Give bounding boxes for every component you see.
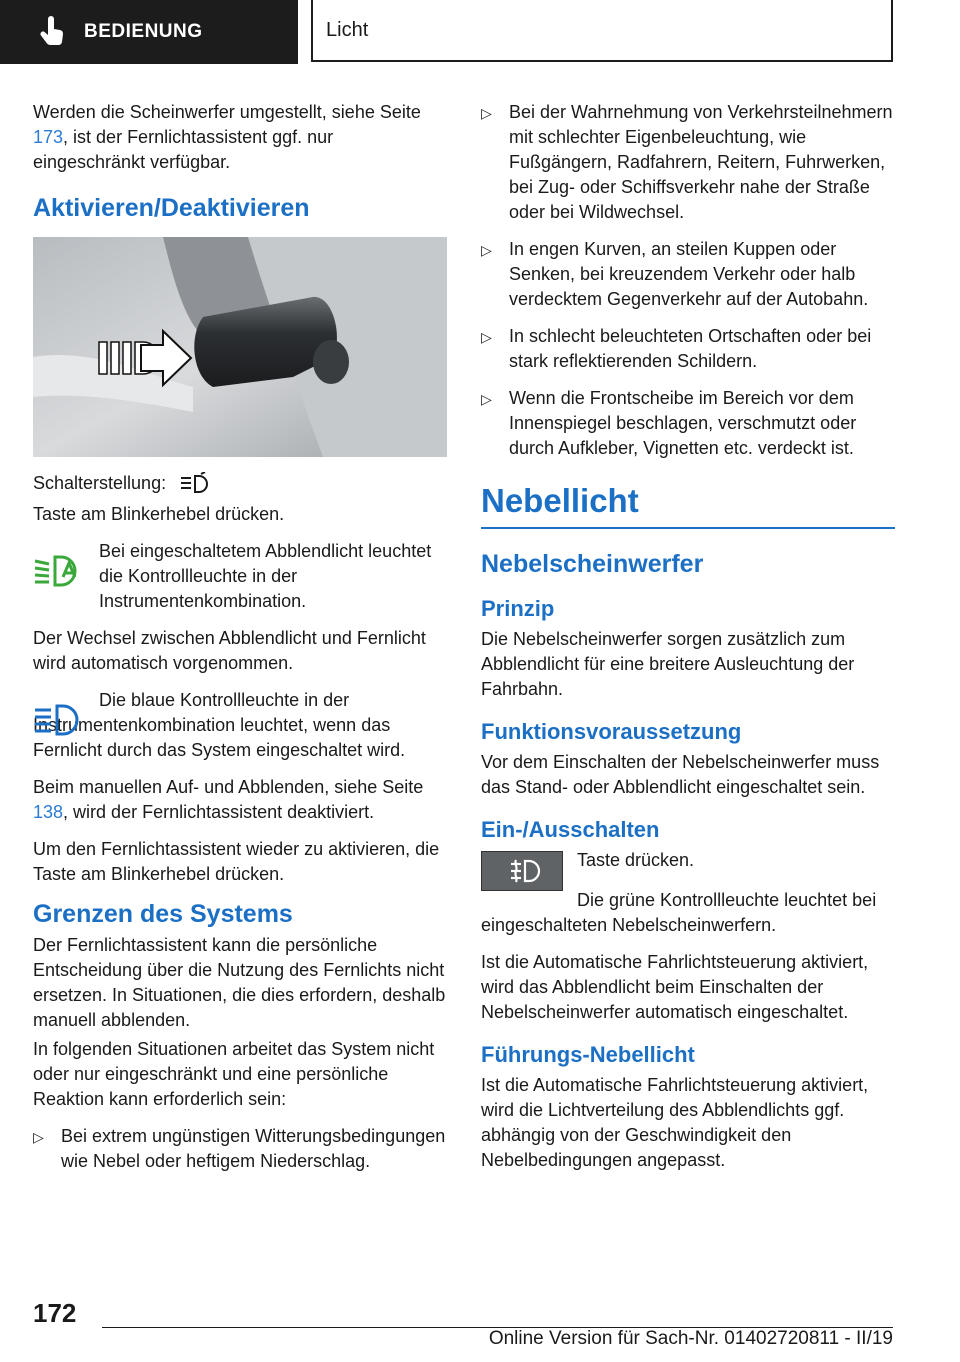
heading-system-limits: Grenzen des Systems [33, 900, 293, 929]
heading-requirement: Funktionsvoraussetzung [481, 719, 742, 744]
heading-fog-headlights: Nebelscheinwerfer [481, 550, 704, 578]
reactivate-text: Um den Fernlichtassistent wieder zu aktivieren, die Taste am Blinkerhebel drücken. [33, 839, 440, 885]
triangle-bullet-icon: ▷ [481, 329, 492, 345]
heading-principle: Prinzip [481, 596, 555, 621]
heading-activate: Aktivieren/Deaktivieren [33, 194, 310, 222]
section-title: BEDIENUNG [84, 21, 203, 42]
blue-indicator-note: Die blaue Kontrollleuchte in der Instrumentenkombination leuchtet, wenn das Fernlicht durch das System eingeschaltet wird. [33, 690, 406, 761]
heading-on-off: Ein-/Ausschalten [481, 817, 660, 842]
guide-text: Ist die Automatische Fahrlichtsteuerung aktiviert, wird die Lichtverteilung des Abblendlichts ggf. abhängig von der Geschwindigkeit den Nebelbedingungen angepasst. [481, 1075, 869, 1170]
triangle-bullet-icon: ▷ [33, 1129, 44, 1146]
turn-signal-lever-photo [33, 237, 447, 457]
manual-dimming-paragraph: Beim manuellen Auf- und Abblenden, siehe Seite 138, wird der Fernlichtassistent deaktiviert. [33, 777, 424, 823]
green-indicator-text: Die grüne Kontrollleuchte leuchtet bei eingeschalteten Nebelscheinwerfern. [481, 890, 877, 935]
heading-guide-fog-light: Führungs-Nebellicht [481, 1042, 695, 1067]
limits-paragraph-2: In folgenden Situationen arbeitet das System nicht oder nur eingeschränkt und eine persönliche Reaktion kann erforderlich sein: [33, 1039, 435, 1110]
requirement-text: Vor dem Einschalten der Nebelscheinwerfer muss das Stand- oder Abblendlicht eingeschaltet sein. [481, 752, 880, 797]
principle-text: Die Nebelscheinwerfer sorgen zusätzlich zum Abblendlicht für eine breitere Ausleuchtung der Fahrbahn. [481, 629, 855, 699]
intro-paragraph: Werden die Scheinwerfer umgestellt, siehe Seite 173, ist der Fernlichtassistent ggf. nur eingeschränkt verfügbar. [33, 102, 421, 172]
fog-light-button-icon [481, 851, 563, 891]
triangle-bullet-icon: ▷ [481, 242, 492, 258]
list-item: ▷ Bei extrem ungünstigen Witterungsbedingungen wie Nebel oder heftigem Niederschlag. [33, 1126, 446, 1172]
list-item: ▷ In schlecht beleuchteten Ortschaften oder bei stark reflektierenden Schildern. [481, 326, 872, 371]
hand-pointer-icon [36, 15, 70, 49]
auto-high-beam-switch-icon [179, 472, 209, 496]
switch-position-line: Schalterstellung: [33, 471, 447, 496]
press-lever-text: Taste am Blinkerhebel drücken. [33, 504, 285, 525]
auto-switch-text: Der Wechsel zwischen Abblendlicht und Fernlicht wird automatisch vorgenommen. [33, 628, 426, 674]
limits-paragraph-1: Der Fernlichtassistent kann die persönliche Entscheidung über die Nutzung des Fernlichts nicht ersetzen. In Situationen, die dies erfordern, deshalb manuell abblenden. [33, 935, 446, 1031]
green-auto-light-indicator-icon [33, 551, 79, 591]
footer-version: Online Version für Sach-Nr. 01402720811 - II/19 [488, 1328, 893, 1349]
list-item: ▷ Wenn die Frontscheibe im Bereich vor dem Innenspiegel beschlagen, verschmutzt oder durch Aufkleber, Vignetten etc. verdeckt ist. [481, 388, 857, 458]
left-column [33, 100, 447, 1186]
page-link-138[interactable]: 138 [33, 802, 64, 823]
blue-high-beam-indicator-icon [33, 700, 79, 740]
page-number: 172 [33, 1298, 77, 1328]
heading-divider [481, 527, 895, 529]
low-beam-indicator-note: Bei eingeschaltetem Abblendlicht leuchtet die Kontrollleuchte in der Instrumentenkombination. [33, 539, 447, 614]
chapter-tab [311, 0, 893, 62]
fog-button-instruction [481, 848, 895, 888]
heading-fog-light: Nebellicht [481, 482, 639, 519]
list-item: ▷ In engen Kurven, an steilen Kuppen oder Senken, bei kreuzendem Verkehr oder halb verdecktem Gegenverkehr auf der Autobahn. [481, 239, 869, 309]
triangle-bullet-icon: ▷ [481, 105, 492, 121]
press-text: Taste drücken. [577, 850, 695, 870]
chapter-title: Licht [326, 18, 369, 41]
section-tab [0, 0, 298, 64]
list-item: ▷ Bei der Wahrnehmung von Verkehrsteilnehmern mit schlechter Eigenbeleuchtung, wie Fußgängern, Radfahrern, Reitern, Fuhrwerken, bei Zug- oder Schiffsverkehr nahe der Straße oder bei Wildwechsel. [481, 102, 893, 222]
page-link-173[interactable]: 173 [33, 127, 64, 147]
triangle-bullet-icon: ▷ [481, 391, 492, 407]
auto-light-text: Ist die Automatische Fahrlichtsteuerung aktiviert, wird das Abblendlicht beim Einschalten der Nebelscheinwerfer automatisch eingeschaltet. [481, 952, 869, 1022]
right-column [481, 100, 895, 1185]
page-header [0, 0, 960, 66]
